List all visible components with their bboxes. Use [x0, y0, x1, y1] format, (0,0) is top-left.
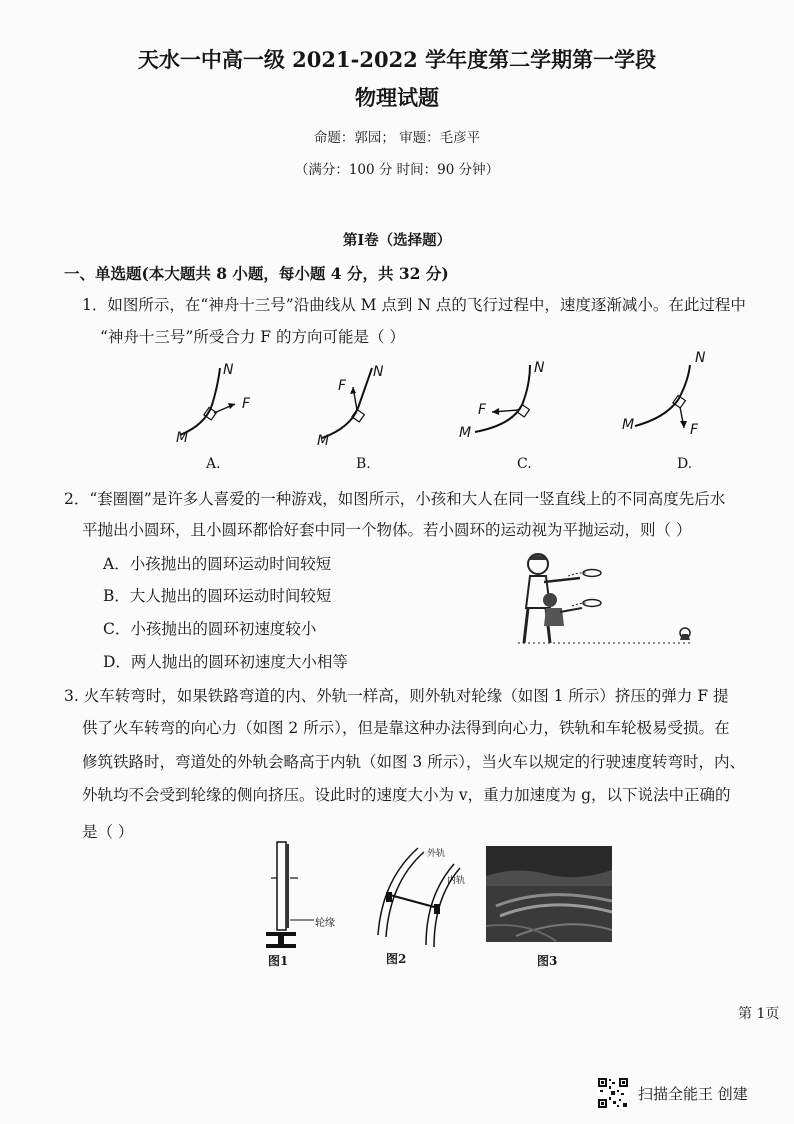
q3-stem-line5: 是（ ）: [82, 823, 134, 841]
q2-stem-line1: 2．“套圈圈”是许多人喜爱的一种游戏，如图所示，小孩和大人在同一竖直线上的不同高度先后水: [64, 490, 726, 508]
q3-stem-line4: 外轨均不会受到轮缘的侧向挤压。设此时的速度大小为 v，重力加速度为 g，以下说法中正确的: [82, 786, 731, 804]
q1-figure-a: [180, 368, 235, 435]
q1-c-m: M: [459, 425, 472, 441]
q1-stem-line1: 1．如图所示，在“神舟十三号”沿曲线从 M 点到 N 点的飞行过程中，速度逐渐减小。在此过程中: [82, 296, 746, 314]
q1-option-c: C.: [517, 456, 532, 472]
q1-option-b: B.: [356, 456, 371, 472]
q1-b-f: F: [338, 378, 347, 394]
q1-option-a: A.: [206, 456, 221, 472]
q1-figure-b: [322, 368, 372, 438]
authors-line: 命题：郭园； 审题：毛彦平: [313, 130, 481, 146]
q3-figure2-curved-track: [368, 840, 478, 950]
q1-option-d: D.: [677, 456, 693, 472]
q1-a-n: N: [223, 362, 234, 378]
q3-figure3-railway-photo: [486, 846, 612, 942]
exam-title-line1: 天水一中高一级 2021-2022 学年度第二学期第一学段: [137, 47, 657, 72]
q3-stem-line3: 修筑铁路时，弯道处的外轨会略高于内轨（如图 3 所示），当火车以规定的行驶速度转弯时，内、: [82, 753, 745, 771]
q2-option-b: B．大人抛出的圆环运动时间较短: [103, 587, 332, 605]
q1-figure-c: [475, 365, 530, 432]
q1-b-m: M: [317, 433, 330, 449]
q1-d-m: M: [622, 417, 635, 433]
q1-d-f: F: [690, 422, 699, 438]
q3-caption-figure3: 图3: [537, 954, 558, 968]
q1-c-f: F: [478, 402, 487, 418]
q3-figure2-inner-rail: 内轨: [447, 876, 466, 886]
q2-option-d: D．两人抛出的圆环初速度大小相等: [103, 653, 348, 671]
exam-title-line2: 物理试题: [355, 85, 439, 110]
q3-stem-line1: 3. 火车转弯时，如果铁路弯道的内、外轨一样高，则外轨对轮缘（如图 1 所示）挤压的弹力 F 提: [64, 687, 729, 705]
q2-ring-toss-illustration: [510, 548, 700, 648]
q1-c-n: N: [534, 360, 545, 376]
q3-caption-figure1: 图1: [268, 954, 289, 968]
q1-d-n: N: [695, 350, 706, 366]
page-number: 第 1页: [738, 1006, 780, 1022]
q3-figure2-outer-rail: 外轨: [427, 849, 446, 859]
score-time-line: （满分：100 分 时间：90 分钟）: [294, 162, 500, 178]
q3-figure1-label: 轮缘: [315, 918, 335, 929]
section-heading: 一、单选题(本大题共 8 小题，每小题 4 分，共 32 分): [64, 264, 449, 283]
q2-option-a: A．小孩抛出的圆环运动时间较短: [103, 555, 332, 573]
q3-caption-figure2: 图2: [386, 952, 407, 966]
q1-figure-d: [635, 365, 690, 428]
volume-heading: 第I卷（选择题）: [342, 232, 452, 249]
q1-a-m: M: [176, 430, 189, 446]
q3-figure1-wheel-flange: [262, 840, 322, 950]
q1-a-f: F: [242, 396, 251, 412]
qr-code-icon: [597, 1077, 629, 1109]
q1-b-n: N: [373, 364, 384, 380]
q1-stem-line2: “神舟十三号”所受合力 F 的方向可能是（ ）: [100, 328, 405, 346]
scanner-watermark: 扫描全能王 创建: [638, 1085, 748, 1103]
q3-stem-line2: 供了火车转弯的向心力（如图 2 所示），但是靠这种办法得到向心力，铁轨和车轮极易受损。在: [82, 719, 730, 737]
q2-option-c: C．小孩抛出的圆环初速度较小: [103, 620, 317, 638]
q2-stem-line2: 平抛出小圆环，且小圆环都恰好套中同一个物体。若小圆环的运动视为平抛运动，则（ ）: [82, 521, 692, 539]
q1-figures: [170, 360, 730, 470]
